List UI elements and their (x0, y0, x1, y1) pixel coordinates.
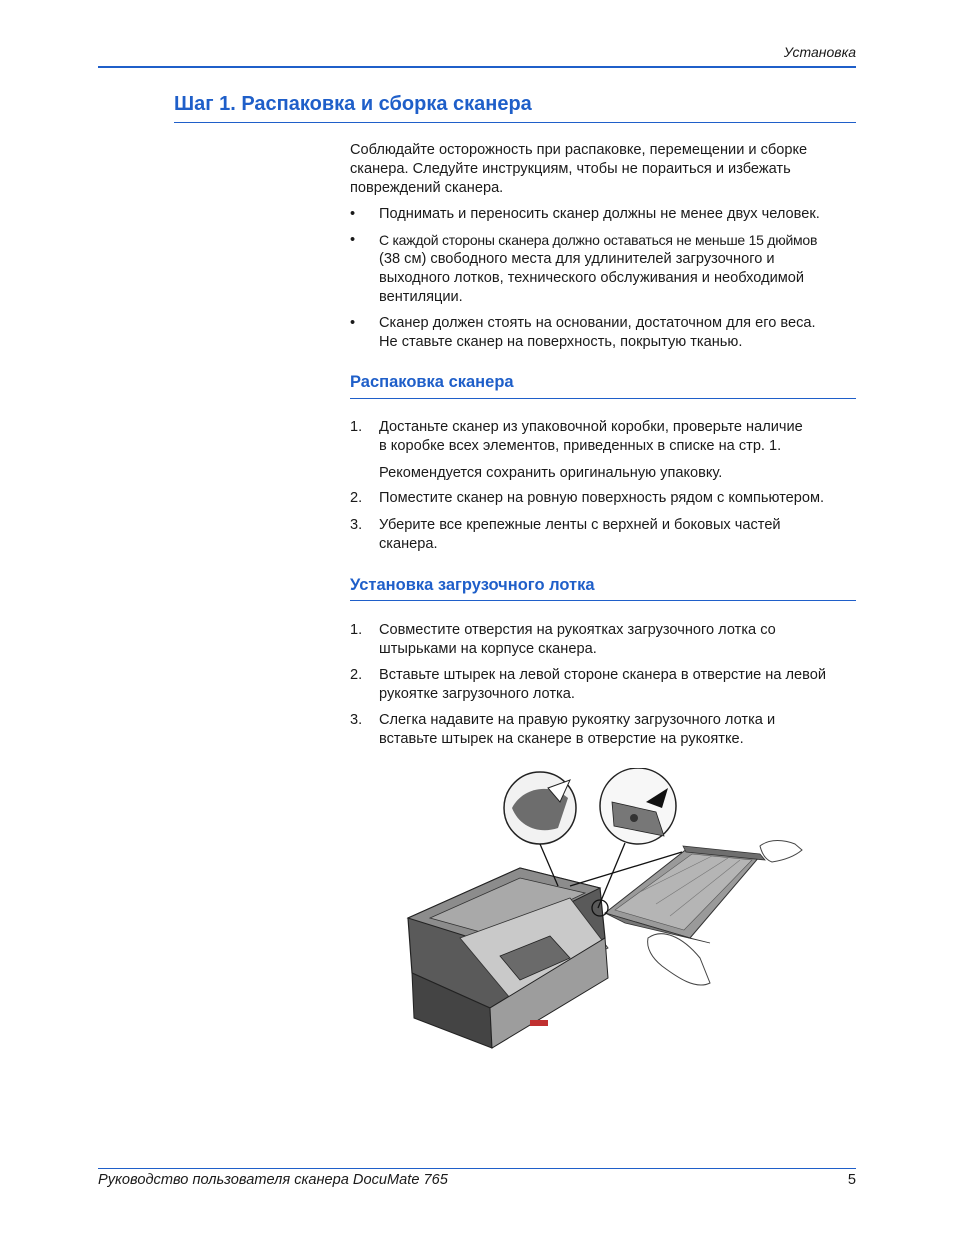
step-line: в коробке всех элементов, приведенных в списке на стр. 1. (379, 438, 782, 454)
bullet-marker: • (350, 315, 356, 331)
scanner-body-illustration (408, 868, 608, 1048)
step-line: штырьками на корпусе сканера. (379, 641, 597, 657)
intro-line: Соблюдайте осторожность при распаковке, перемещении и сборке (350, 142, 808, 158)
step-line: Слегка надавите на правую рукоятку загрузочного лотка и (379, 712, 776, 728)
footer-title: Руководство пользователя сканера DocuMate 765 (98, 1172, 448, 1188)
step-line: сканера. (379, 536, 438, 552)
step-line: Совместите отверстия на рукоятках загрузочного лотка со (379, 622, 776, 638)
header-rule (98, 66, 856, 68)
step-line: Уберите все крепежные ленты с верхней и боковых частей (379, 517, 781, 533)
step-number: 3. (350, 712, 363, 728)
step-line: вставьте штырек на сканере в отверстие на рукоятке. (379, 731, 744, 747)
bullet-marker: • (350, 232, 356, 248)
step-number: 1. (350, 419, 363, 435)
step-number: 2. (350, 667, 363, 683)
page-number: 5 (847, 1172, 856, 1188)
page-title: Шаг 1. Распаковка и сборка сканера (174, 93, 532, 115)
step-number: 2. (350, 490, 363, 506)
intro-line: сканера. Следуйте инструкциям, чтобы не пораиться и избежать (350, 161, 791, 177)
intro-paragraph (350, 141, 856, 198)
intro-line: повреждений сканера. (350, 180, 504, 196)
bullet-line: С каждой стороны сканера должно оставаться не меньше 15 дюймов (379, 232, 818, 248)
step-line: Вставьте штырек на левой стороне сканера в отверстие на левой (379, 667, 827, 683)
step-line: рукоятке загрузочного лотка. (379, 686, 575, 702)
bullet-line: выходного лотков, технического обслуживания и необходимой (379, 270, 805, 286)
scanner-illustration (400, 768, 806, 1053)
bullet-line: вентиляции. (379, 289, 463, 305)
section-heading-unpack: Распаковка сканера (350, 373, 514, 391)
step-number: 1. (350, 622, 363, 638)
bullet-line: Поднимать и переносить сканер должны не менее двух человек. (379, 206, 820, 222)
input-tray-illustration (605, 846, 765, 943)
footer-rule (98, 1168, 856, 1169)
bullet-line: (38 см) свободного места для удлинителей загрузочного и (379, 251, 775, 267)
step-number: 3. (350, 517, 363, 533)
section-rule (350, 600, 856, 601)
bullet-line: Сканер должен стоять на основании, достаточном для его веса. (379, 315, 816, 331)
detail-callout-left (504, 772, 576, 844)
title-rule (174, 122, 856, 123)
step-line: Поместите сканер на ровную поверхность рядом с компьютером. (379, 490, 825, 506)
step-line: Рекомендуется сохранить оригинальную упаковку. (379, 465, 723, 481)
bullet-line: Не ставьте сканер на поверхность, покрытую тканью. (379, 334, 743, 350)
detail-callout-right (600, 768, 676, 844)
step-line: Достаньте сканер из упаковочной коробки, проверьте наличие (379, 419, 803, 435)
section-heading-tray: Установка загрузочного лотка (350, 576, 595, 594)
running-header: Установка (783, 44, 856, 60)
bullet-marker: • (350, 206, 356, 222)
section-rule (350, 398, 856, 399)
